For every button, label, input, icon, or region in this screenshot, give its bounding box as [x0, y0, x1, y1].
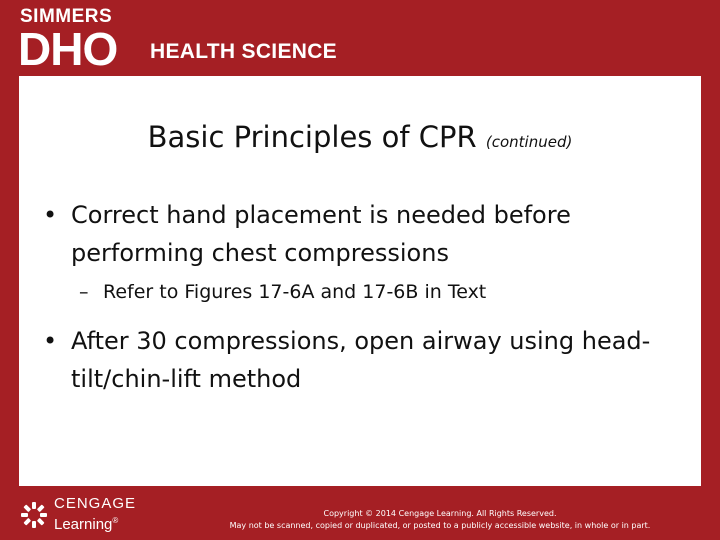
dash-icon: – [79, 281, 89, 303]
logo-line2 [54, 512, 136, 534]
cengage-logo [20, 496, 136, 534]
bullet-text: After 30 compressions, open airway using head-tilt/chin-lift method [71, 327, 651, 393]
cengage-burst-icon [20, 501, 48, 529]
brand-simmers: SIMMERS [20, 6, 113, 27]
bullet-dot-icon: • [43, 201, 58, 229]
copyright-line2: May not be scanned, copied or duplicated, or posted to a publicly accessible website, in whole or in part. [229, 521, 651, 530]
copyright-line1: Copyright © 2014 Cengage Learning. All Rights Reserved. [323, 509, 557, 518]
cengage-logo-text [54, 496, 136, 534]
bullet-list [39, 196, 669, 398]
bullet-item [39, 322, 669, 398]
logo-line2-text: Learning [54, 516, 113, 533]
sub-bullet-text: Refer to Figures 17-6A and 17-6B in Text [103, 281, 487, 303]
slide-title [19, 120, 701, 154]
brand-health-science: HEALTH SCIENCE [150, 40, 337, 63]
copyright-notice [160, 508, 720, 532]
slide-content [19, 76, 701, 486]
bullet-text: Correct hand placement is needed before performing chest compressions [71, 201, 571, 267]
bullet-dot-icon: • [43, 327, 58, 355]
brand-dho: DHO [18, 23, 118, 75]
slide-title-suffix: (continued) [485, 133, 573, 151]
slide-title-text: Basic Principles of CPR [147, 120, 477, 154]
registered-mark: ® [112, 516, 119, 525]
sub-bullet-item [39, 278, 669, 306]
logo-line1: CENGAGE [54, 495, 137, 512]
bullet-item [39, 196, 669, 272]
